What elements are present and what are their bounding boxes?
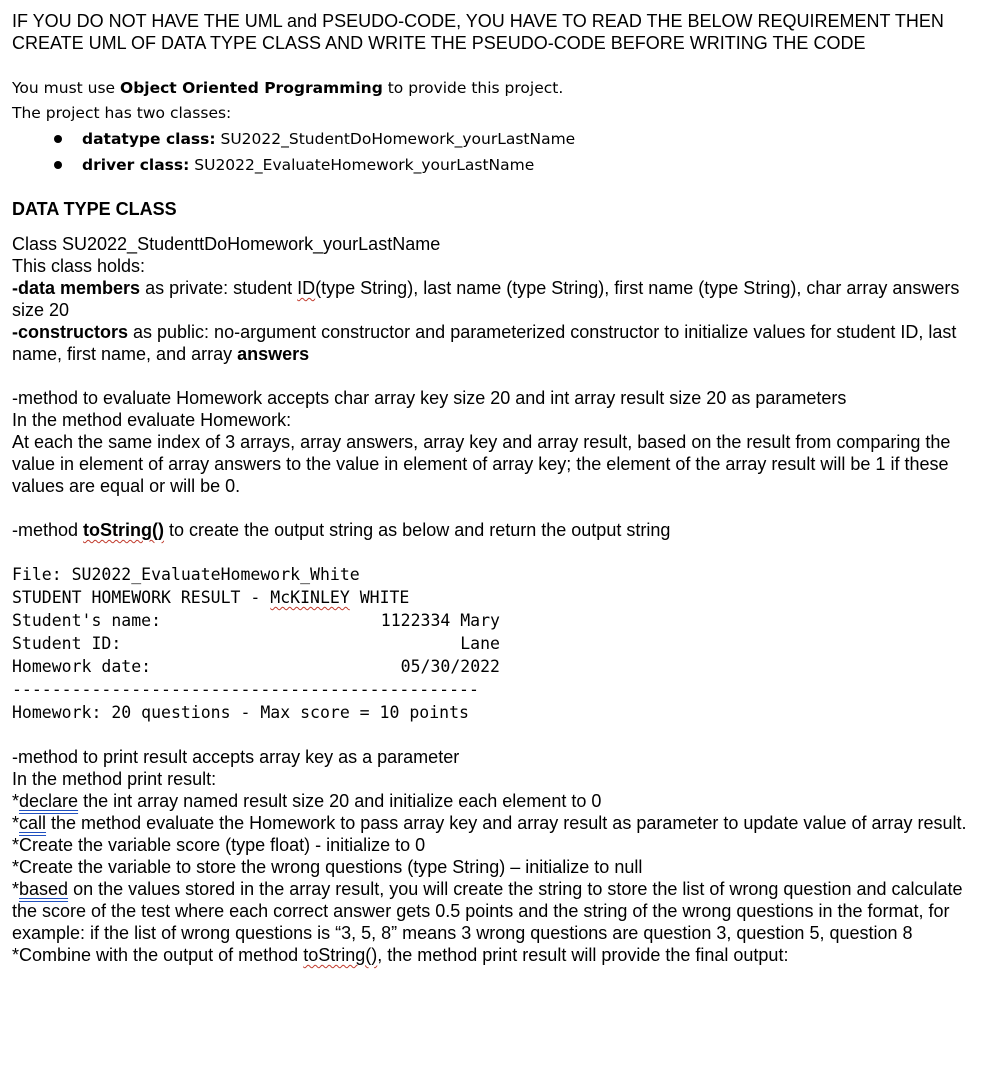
print-line-1: -method to print result accepts array key as a parameter [12,747,460,767]
intro-paragraph: IF YOU DO NOT HAVE THE UML and PSEUDO-CODE, YOU HAVE TO READ THE BELOW REQUIREMENT THEN CREATE UML OF DATA TYPE CLASS AND WRITE THE PSEUDO-CODE BEFORE WRITING THE CODE [12,11,944,53]
evaluate-line-3: At each the same index of 3 arrays, array answers, array key and array result, based on the result from comparing the value in element of array answers to the value in element of array key; the element of the array result will be 1 if these values are equal or will be 0. [12,432,951,496]
sample-output [12,563,972,724]
based-line: *based on the values stored in the array result, you will create the string to store the list of wrong question and calculate the score of the test where each correct answer gets 0.5 points and the string of the wrong questions in the format, for example: if the list of wrong questions is “3, 5, 8” means 3 wrong questions are question 3, question 5, question 8 [12,879,963,943]
grammar-word: based [19,879,69,899]
constructors-line: -constructors as public: no-argument constructor and parameterized constructor to initialize values for student ID, last name, first name, and array answers [12,322,957,364]
output-result-line: STUDENT HOMEWORK RESULT - McKINLEY WHITE [12,588,410,607]
output-row: Student ID: Lane [12,634,500,653]
document-page [12,10,972,966]
evaluate-line-1: -method to evaluate Homework accepts char array key size 20 and int array result size 20 as parameters [12,388,847,408]
output-homework-line: Homework: 20 questions - Max score = 10 points [12,703,469,722]
call-line: *call the method evaluate the Homework to pass array key and array result as parameter to update value of array result. [12,813,967,833]
output-row: Student's name: 1122334 Mary [12,611,500,630]
section-title: DATA TYPE CLASS [12,199,177,219]
wrong-line: *Create the variable to store the wrong questions (type String) – initialize to null [12,857,643,877]
tostring-line: -method toString() to create the output string as below and return the output string [12,520,671,540]
declare-line: *declare the int array named result size 20 and initialize each element to 0 [12,791,602,811]
spellcheck-word: toString() [303,945,378,965]
combine-line: *Combine with the output of method toString(), the method print result will provide the final output: [12,945,789,965]
spellcheck-word: toString() [83,520,165,540]
score-line: *Create the variable score (type float) - initialize to 0 [12,835,426,855]
list-item: driver class: SU2022_EvaluateHomework_yourLastName [52,152,972,178]
spellcheck-word: McKINLEY [270,588,350,607]
output-file-line: File: SU2022_EvaluateHomework_White [12,565,360,584]
class-list [12,126,972,178]
print-line-2: In the method print result: [12,769,217,789]
oop-bold: Object Oriented Programming [120,79,383,97]
project-overview [12,76,972,178]
data-members-line: -data members as private: student ID(type String), last name (type String), first name (type String), char array answers size 20 [12,278,960,320]
classes-intro: The project has two classes: [12,104,232,122]
class-name-line: Class SU2022_StudenttDoHomework_yourLastName [12,234,441,254]
spellcheck-word: ID [297,278,316,298]
holds-line: This class holds: [12,256,146,276]
evaluate-line-2: In the method evaluate Homework: [12,410,292,430]
oop-line: You must use Object Oriented Programming to provide this project. [12,79,564,97]
output-divider: ----------------------------------------------- [12,680,479,699]
grammar-word: call [19,813,47,833]
list-item: datatype class: SU2022_StudentDoHomework_yourLastName [52,126,972,152]
output-row: Homework date: 05/30/2022 [12,657,500,676]
grammar-word: declare [19,791,79,811]
